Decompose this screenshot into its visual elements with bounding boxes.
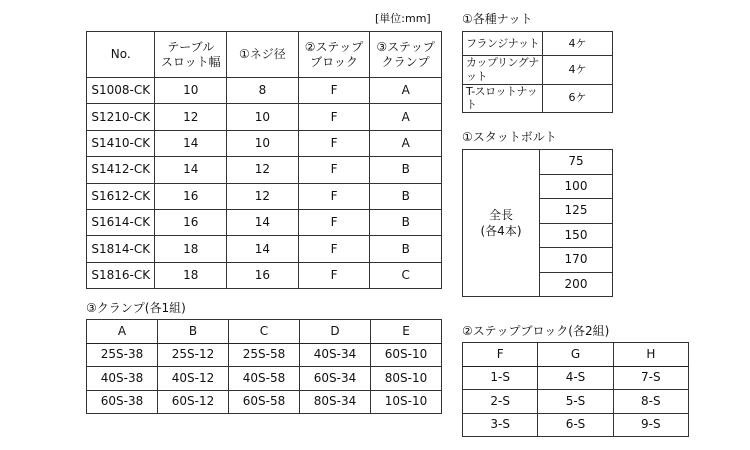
slot-width-cell: 12 (155, 104, 227, 130)
clamp-cell: 60S-10 (371, 343, 442, 367)
step-block-cell: 8-S (613, 390, 688, 414)
thread-diameter-cell: 10 (227, 130, 299, 156)
step-block-table (462, 342, 689, 437)
unit-label: [単位:mm] (375, 12, 431, 25)
slot-width-cell: 14 (155, 130, 227, 156)
table-row (87, 209, 442, 235)
clamp-cell: 60S-12 (158, 390, 229, 414)
step-block-cell: F (298, 104, 370, 130)
table-row (87, 262, 442, 288)
step-block-cell: F (298, 78, 370, 104)
header-slot-width: テーブル スロット幅 (155, 32, 227, 78)
stud-bolt-table (462, 149, 613, 297)
nut-quantity: 4ケ (543, 32, 613, 56)
table-row (87, 104, 442, 130)
nut-name: T-スロットナット (463, 84, 543, 113)
slot-width-cell: 18 (155, 236, 227, 262)
stud-length: 125 (540, 199, 613, 224)
step-clamp-cell: B (370, 209, 442, 235)
header-step-clamp: ③ステップ クランプ (370, 32, 442, 78)
nuts-caption: ①各種ナット (462, 12, 533, 26)
clamp-cell: 80S-34 (300, 390, 371, 414)
nut-quantity: 4ケ (543, 56, 613, 85)
table-row (87, 78, 442, 104)
table-row (463, 366, 689, 390)
clamp-cell: 25S-58 (229, 343, 300, 367)
model-number: S1008-CK (87, 78, 155, 104)
clamp-cell: 60S-38 (87, 390, 158, 414)
stud-length-label: 全長 (各4本) (463, 150, 540, 297)
step-clamp-cell: C (370, 262, 442, 288)
step-block-cell: 6-S (538, 413, 613, 437)
thread-diameter-cell: 16 (227, 262, 299, 288)
nut-name: カップリングナット (463, 56, 543, 85)
header-step-block: ②ステップ ブロック (298, 32, 370, 78)
thread-diameter-cell: 12 (227, 183, 299, 209)
clamp-header: E (371, 320, 442, 344)
table-row (87, 343, 442, 367)
clamp-caption: ③クランプ(各1組) (86, 301, 186, 315)
clamp-cell: 40S-34 (300, 343, 371, 367)
thread-diameter-cell: 14 (227, 209, 299, 235)
step-block-cell: 7-S (613, 366, 688, 390)
stud-length: 170 (540, 248, 613, 273)
model-number: S1410-CK (87, 130, 155, 156)
nut-quantity: 6ケ (543, 84, 613, 113)
step-block-caption: ②ステップブロック(各2組) (462, 324, 610, 338)
table-row (87, 130, 442, 156)
step-block-cell: F (298, 262, 370, 288)
table-row (463, 56, 613, 85)
clamp-cell: 40S-12 (158, 367, 229, 391)
clamp-cell: 25S-38 (87, 343, 158, 367)
step-block-header: G (538, 343, 613, 367)
step-block-cell: 4-S (538, 366, 613, 390)
model-number: S1210-CK (87, 104, 155, 130)
clamp-cell: 60S-58 (229, 390, 300, 414)
thread-diameter-cell: 12 (227, 157, 299, 183)
step-block-cell: F (298, 157, 370, 183)
step-block-cell: 3-S (463, 413, 538, 437)
slot-width-cell: 16 (155, 209, 227, 235)
table-row (463, 84, 613, 113)
nuts-table (462, 31, 613, 113)
model-number: S1816-CK (87, 262, 155, 288)
step-block-cell: F (298, 209, 370, 235)
step-clamp-cell: A (370, 104, 442, 130)
stud-length: 200 (540, 272, 613, 297)
step-block-cell: 5-S (538, 390, 613, 414)
step-block-cell: 2-S (463, 390, 538, 414)
step-block-cell: F (298, 130, 370, 156)
clamp-header: C (229, 320, 300, 344)
slot-width-cell: 10 (155, 78, 227, 104)
clamp-header: A (87, 320, 158, 344)
table-header-row (87, 320, 442, 344)
stud-length: 100 (540, 174, 613, 199)
thread-diameter-cell: 14 (227, 236, 299, 262)
stud-length: 150 (540, 223, 613, 248)
clamp-header: B (158, 320, 229, 344)
step-clamp-cell: A (370, 130, 442, 156)
step-block-cell: F (298, 236, 370, 262)
header-thread-diameter: ①ネジ径 (227, 32, 299, 78)
step-block-header: H (613, 343, 688, 367)
table-row (87, 157, 442, 183)
clamp-kit-spec-table (86, 31, 442, 289)
table-row (87, 183, 442, 209)
table-row (463, 150, 613, 175)
step-block-header: F (463, 343, 538, 367)
step-clamp-cell: B (370, 157, 442, 183)
clamp-table (86, 319, 442, 414)
table-row (463, 390, 689, 414)
slot-width-cell: 18 (155, 262, 227, 288)
thread-diameter-cell: 10 (227, 104, 299, 130)
model-number: S1614-CK (87, 209, 155, 235)
stud-bolt-caption: ①スタットボルト (462, 130, 557, 144)
clamp-cell: 25S-12 (158, 343, 229, 367)
table-row (463, 413, 689, 437)
model-number: S1814-CK (87, 236, 155, 262)
table-header-row (87, 32, 442, 78)
table-row (87, 390, 442, 414)
table-row (87, 236, 442, 262)
thread-diameter-cell: 8 (227, 78, 299, 104)
model-number: S1412-CK (87, 157, 155, 183)
step-block-cell: 1-S (463, 366, 538, 390)
clamp-header: D (300, 320, 371, 344)
step-block-cell: F (298, 183, 370, 209)
slot-width-cell: 14 (155, 157, 227, 183)
nut-name: フランジナット (463, 32, 543, 56)
step-clamp-cell: B (370, 183, 442, 209)
header-no: No. (87, 32, 155, 78)
table-row (463, 32, 613, 56)
step-clamp-cell: B (370, 236, 442, 262)
model-number: S1612-CK (87, 183, 155, 209)
clamp-cell: 40S-58 (229, 367, 300, 391)
step-clamp-cell: A (370, 78, 442, 104)
table-row (87, 367, 442, 391)
clamp-cell: 10S-10 (371, 390, 442, 414)
stud-length: 75 (540, 150, 613, 175)
clamp-cell: 60S-34 (300, 367, 371, 391)
clamp-cell: 80S-10 (371, 367, 442, 391)
step-block-cell: 9-S (613, 413, 688, 437)
clamp-cell: 40S-38 (87, 367, 158, 391)
table-header-row (463, 343, 689, 367)
slot-width-cell: 16 (155, 183, 227, 209)
